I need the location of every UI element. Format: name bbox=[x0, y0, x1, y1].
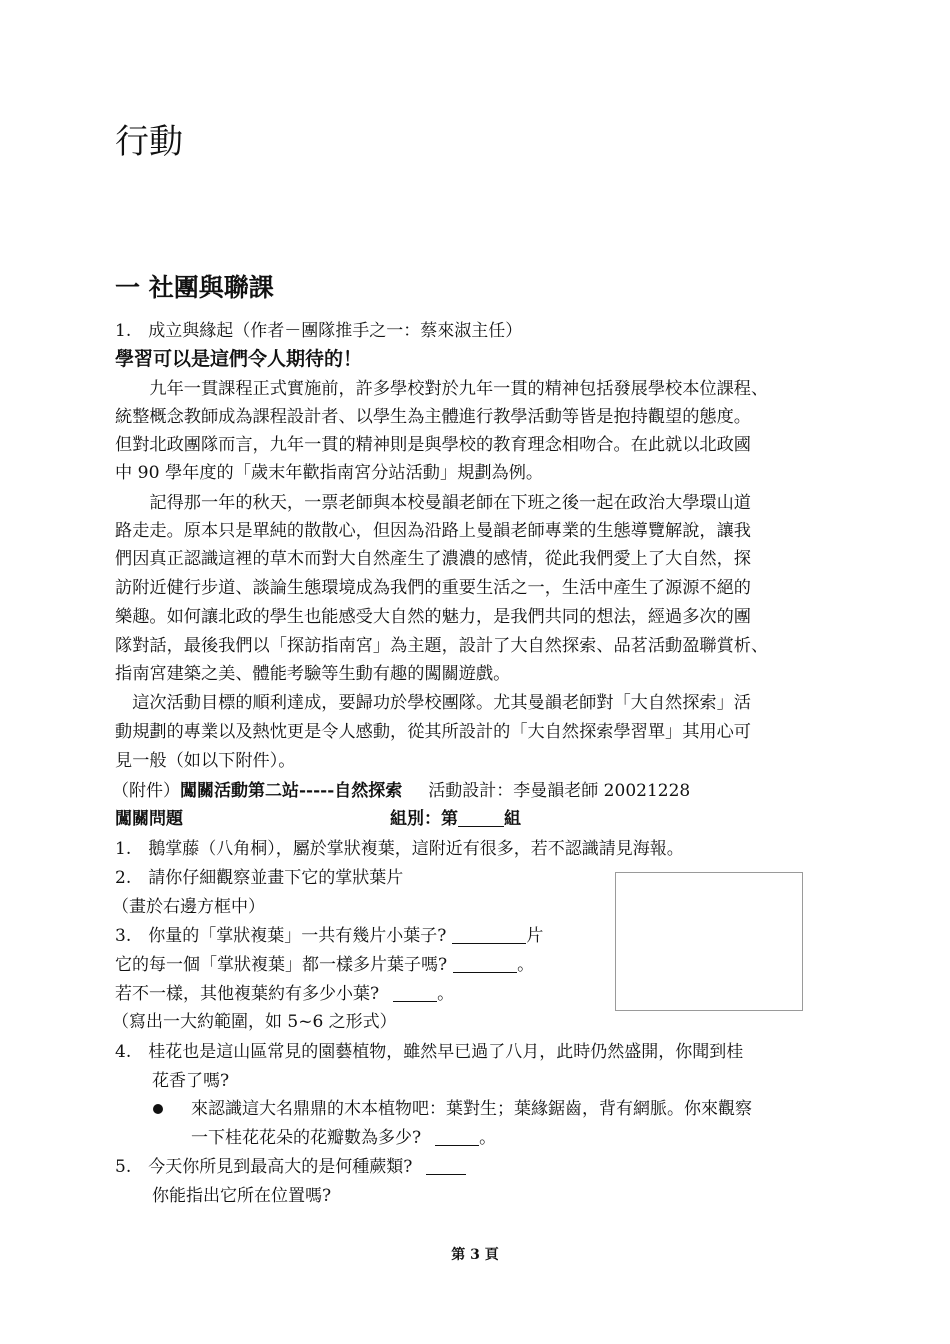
para2-line: 訪附近健行步道、談論生態環境成為我們的重要生活之一，生活中產生了源源不絕的 bbox=[115, 578, 751, 598]
para3-line: 見一般（如以下附件）。 bbox=[115, 751, 296, 771]
para1-line: 中 90 學年度的「歲末年歡指南宮分站活動」規劃為例。 bbox=[115, 463, 544, 483]
question-3c: 若不一樣，其他複葉約有多少小葉? 。 bbox=[115, 984, 455, 1004]
item-1-origin: 1. 成立與緣起（作者－團隊推手之一：蔡來淑主任） bbox=[115, 321, 523, 341]
question-4-line2: 花香了嗎? bbox=[152, 1071, 230, 1091]
page-number: 第 3 頁 bbox=[451, 1247, 499, 1263]
answer-blank[interactable] bbox=[452, 925, 526, 944]
activity-designer: 活動設計：李曼韻老師 20021228 bbox=[428, 781, 691, 801]
section-heading: 一 社團與聯課 bbox=[115, 273, 274, 302]
para2-line: 樂趣。如何讓北政的學生也能感受大自然的魅力，是我們共同的想法，經過多次的團 bbox=[115, 607, 751, 627]
answer-blank[interactable] bbox=[435, 1127, 479, 1146]
para2-line: 路走走。原本只是單純的散散心，但因為沿路上曼韻老師專業的生態導覽解說，讓我 bbox=[115, 521, 751, 541]
answer-blank[interactable] bbox=[453, 954, 517, 973]
para1-line: 但對北政團隊而言，九年一貫的精神則是與學校的教育理念相吻合。在此就以北政國 bbox=[115, 435, 751, 455]
question-2-note: （畫於右邊方框中） bbox=[112, 897, 265, 917]
para2-line: 記得那一年的秋天，一票老師與本校曼韻老師在下班之後一起在政治大學環山道 bbox=[115, 493, 751, 513]
drawing-box[interactable] bbox=[615, 872, 803, 1011]
question-4-bullet-line1: 來認識這大名鼎鼎的木本植物吧：葉對生；葉緣鋸齒，背有網脈。你來觀察 bbox=[191, 1099, 752, 1119]
para3-line: 這次活動目標的順利達成，要歸功於學校團隊。尤其曼韻老師對「大自然探索」活 bbox=[115, 693, 751, 713]
question-3a: 3. 你量的「掌狀複葉」一共有幾片小葉子? 片 bbox=[115, 926, 544, 946]
answer-blank[interactable] bbox=[393, 983, 437, 1002]
para2-line: 指南宮建築之美、體能考驗等生動有趣的闖關遊戲。 bbox=[115, 664, 511, 684]
subheading: 學習可以是這們令人期待的！ bbox=[115, 348, 363, 370]
attachment-name: 闖關活動第二站-----自然探索 bbox=[180, 781, 403, 801]
group-suffix: 組 bbox=[504, 809, 521, 829]
para2-line: 隊對話，最後我們以「探訪指南宮」為主題，設計了大自然探索、品茗活動盈聯賞析、 bbox=[115, 636, 769, 656]
group-blank[interactable] bbox=[458, 808, 504, 827]
para2-line: 們因真正認識這裡的草木而對大自然產生了濃濃的感情，從此我們愛上了大自然，探 bbox=[115, 549, 751, 569]
group-prefix: 組別：第 bbox=[390, 809, 458, 829]
question-3b: 它的每一個「掌狀複葉」都一樣多片葉子嗎? 。 bbox=[115, 955, 535, 975]
question-4-line1: 4. 桂花也是這山區常見的園藝植物，雖然早已過了八月，此時仍然盛開，你聞到桂 bbox=[115, 1042, 744, 1062]
question-2: 2. 請你仔細觀察並畫下它的掌狀葉片 bbox=[115, 868, 404, 888]
para1-line: 統整概念教師成為課程設計者、以學生為主體進行教學活動等皆是抱持觀望的態度。 bbox=[115, 407, 751, 427]
group-field bbox=[390, 806, 521, 832]
answer-blank[interactable] bbox=[426, 1156, 466, 1175]
para3-line: 動規劃的專業以及熱忱更是令人感動，從其所設計的「大自然探索學習單」其用心可 bbox=[115, 722, 751, 742]
question-4-bullet-line2: 一下桂花花朵的花瓣數為多少? 。 bbox=[191, 1128, 497, 1148]
question-3-note: （寫出一大約範圍，如 5~6 之形式） bbox=[112, 1012, 397, 1032]
question-5-line1: 5. 今天你所見到最高大的是何種蕨類? bbox=[115, 1154, 466, 1180]
attachment-line bbox=[112, 778, 690, 804]
question-5-line2: 你能指出它所在位置嗎? bbox=[152, 1186, 332, 1206]
page-title: 行動 bbox=[115, 122, 183, 162]
quiz-label: 闖關問題 bbox=[115, 809, 183, 829]
question-1: 1. 鵝掌藤（八角桐），屬於掌狀複葉，這附近有很多，若不認識請見海報。 bbox=[115, 839, 684, 859]
bullet-icon bbox=[153, 1104, 163, 1114]
para1-line: 九年一貫課程正式實施前，許多學校對於九年一貫的精神包括發展學校本位課程、 bbox=[115, 379, 769, 399]
attachment-prefix: （附件） bbox=[112, 781, 180, 801]
